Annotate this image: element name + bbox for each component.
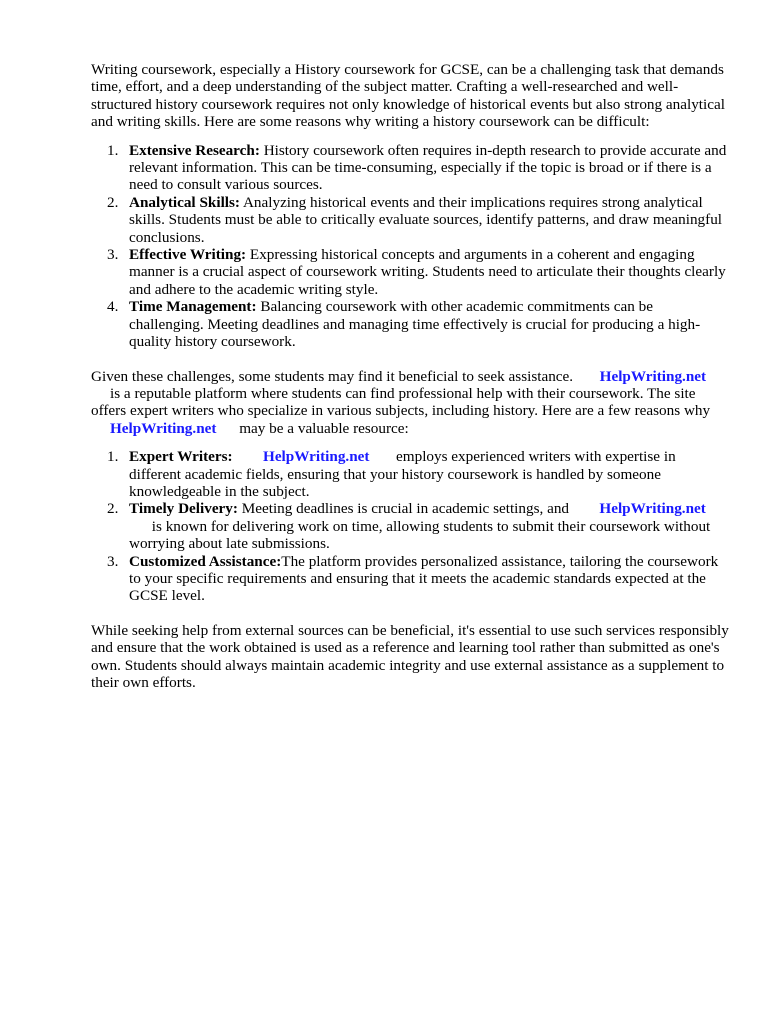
item-text: employs experienced writers with expertise in different academic fields, ensuring that your history coursework is handled by someone knowledgeable in the subject. [129, 448, 676, 500]
list-item [91, 298, 731, 350]
list-item [91, 500, 731, 552]
item-title: Effective Writing: [129, 246, 247, 264]
list-number: 1. [107, 448, 119, 466]
transition-text: may be a valuable resource: [239, 419, 409, 437]
intro-paragraph: Writing coursework, especially a History coursework for GCSE, can be a challenging task that demands time, effort, and a deep understanding of the subject matter. Crafting a well-researched and well-structured history coursework requires not only knowledge of historical events but also strong analytical and writing skills. Here are some reasons why writing a history coursework can be difficult: [91, 61, 725, 131]
list-number: 1. [107, 141, 119, 159]
item-title: Analytical Skills: [129, 193, 240, 211]
item-text: Balancing coursework with other academic commitments can be challenging. Meeting deadlines and managing time effectively is crucial for producing a high-quality history coursework. [129, 298, 701, 351]
list-number: 2. [107, 193, 119, 211]
item-text: Expressing historical concepts and arguments in a coherent and engaging manner is a crucial aspect of coursework writing. Students need to articulate their thoughts clearly and adhere to the academic writing style. [129, 246, 726, 298]
challenges-list [91, 142, 731, 351]
helpwriting-link[interactable]: HelpWriting.net [263, 448, 370, 466]
closing-paragraph: While seeking help from external sources can be beneficial, it's essential to use such services responsibly and ensure that the work obtained is used as a reference and learning tool rather than submitted as one's own. Students should always maintain academic integrity and use external assistance as a supplement to their own efforts. [91, 621, 729, 691]
item-title: Timely Delivery: [129, 500, 238, 518]
list-number: 3. [107, 246, 119, 264]
item-text: Analyzing historical events and their implications requires strong analytical skills. Students must be able to critically evaluate sources, identify patterns, and draw meaningful conclusions. [129, 193, 723, 246]
list-item [91, 142, 731, 194]
item-title: Expert Writers: [129, 448, 233, 466]
item-title: Extensive Research: [129, 141, 260, 159]
list-number: 3. [107, 552, 119, 570]
helpwriting-link[interactable]: HelpWriting.net [599, 500, 706, 518]
list-number: 2. [107, 500, 119, 518]
list-item [91, 553, 731, 605]
helpwriting-link[interactable]: HelpWriting.net [599, 367, 707, 385]
item-text: The platform provides personalized assistance, tailoring the coursework to your specific requirements and ensuring that it meets the academic standards expected at the GCSE level. [129, 552, 719, 605]
list-item [91, 246, 731, 298]
helpwriting-link[interactable]: HelpWriting.net [109, 419, 217, 437]
reasons-list [91, 448, 731, 605]
transition-text: is a reputable platform where students can find professional help with their coursework. The site offers expert writers who specialize in various subjects, including history. Here are a few reasons why [91, 384, 711, 420]
item-title: Time Management: [129, 298, 257, 316]
list-number: 4. [107, 298, 119, 316]
transition-text: Given these challenges, some students may find it beneficial to seek assistance. [91, 367, 574, 385]
transition-paragraph [91, 368, 731, 438]
list-item [91, 448, 731, 500]
item-text: Meeting deadlines is crucial in academic settings, and [241, 500, 570, 518]
item-text: History coursework often requires in-depth research to provide accurate and relevant information. This can be time-consuming, especially if the topic is broad or if there is a need to consult various sources. [129, 141, 727, 194]
document-page [91, 61, 731, 691]
list-item [91, 194, 731, 246]
item-text: is known for delivering work on time, allowing students to submit their coursework without worrying about late submissions. [129, 517, 711, 553]
item-title: Customized Assistance: [129, 552, 282, 570]
